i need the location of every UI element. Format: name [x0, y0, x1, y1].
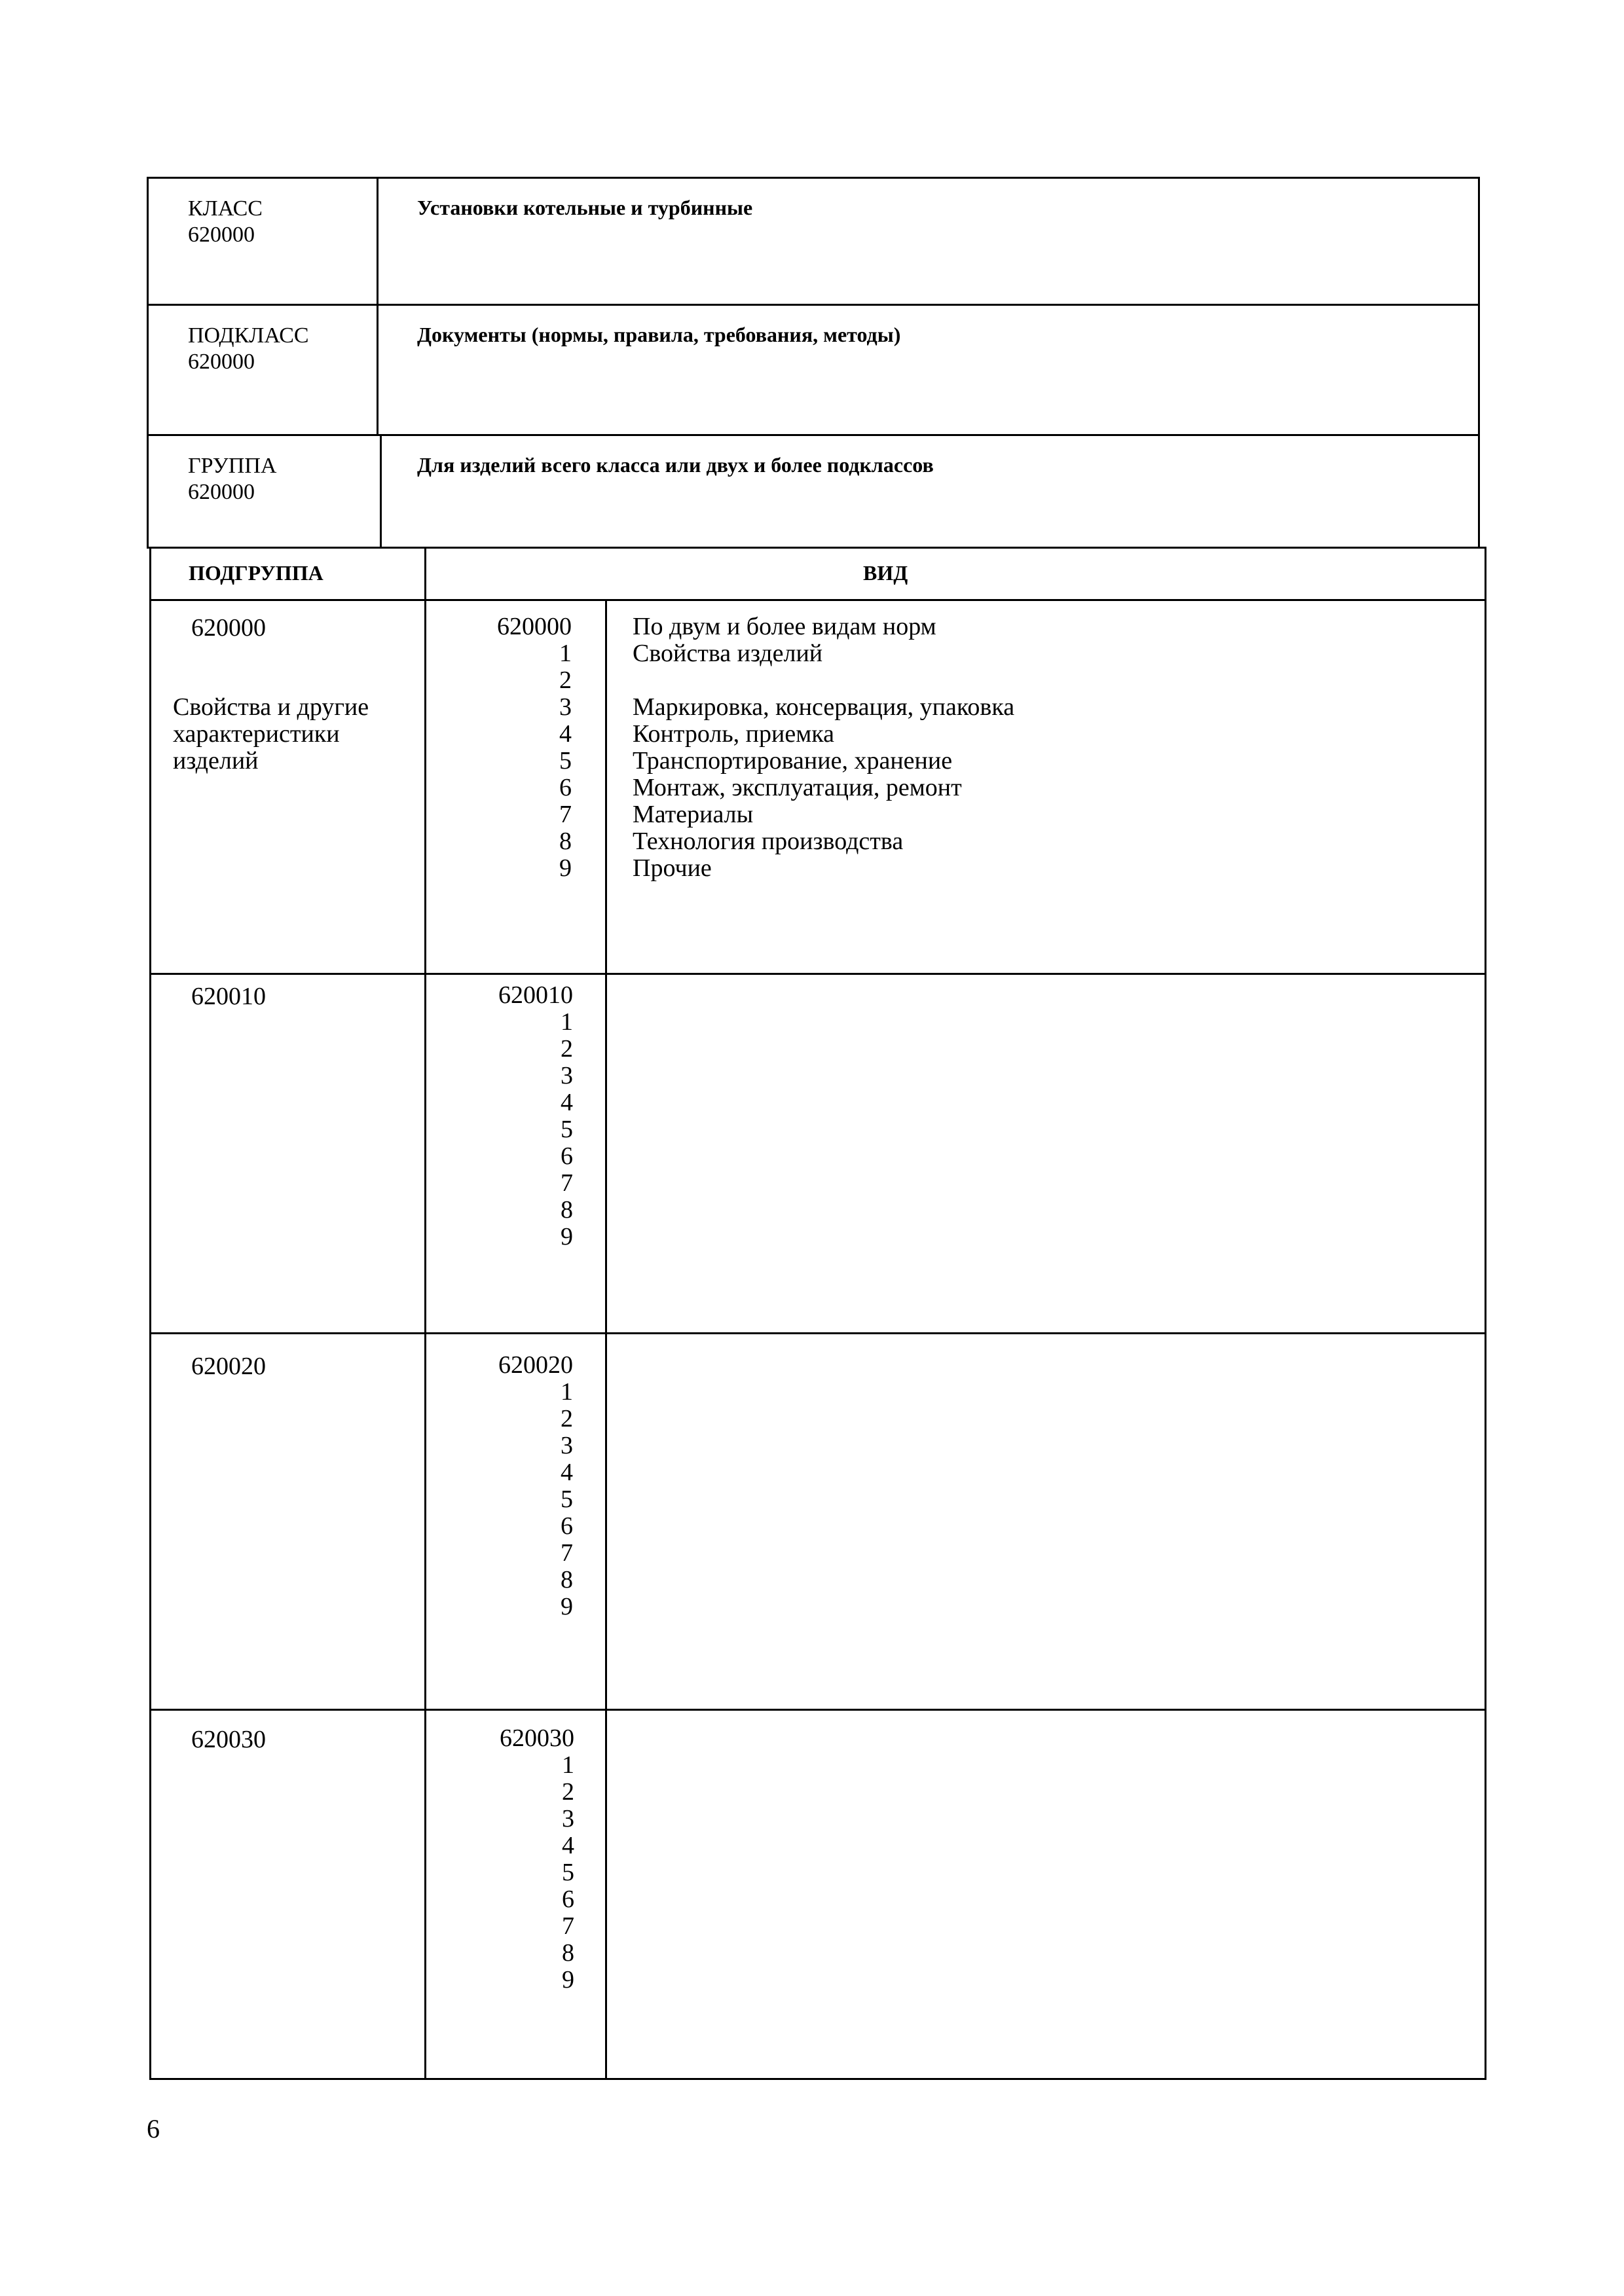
page-number: 6	[147, 2114, 160, 2143]
kind-column-divider	[605, 599, 607, 2080]
table-header-divider	[149, 599, 1486, 601]
subgroup-description: Свойства и другие характеристики изделий	[173, 693, 369, 774]
kind-codes: 620010 1 2 3 4 5 6 7 8 9	[498, 981, 573, 1250]
table-border-top	[149, 547, 1486, 549]
subclass-row	[147, 304, 1480, 436]
table-border-bottom	[149, 2078, 1486, 2080]
kind-codes: 620030 1 2 3 4 5 6 7 8 9	[500, 1724, 574, 1994]
subclass-code: 620000	[188, 350, 255, 374]
subclass-label-cell	[149, 306, 378, 434]
subgroup-code: 620000	[191, 614, 266, 642]
group-label-cell	[149, 436, 382, 547]
class-description: Установки котельные и турбинные	[417, 196, 753, 219]
table-border-right	[1485, 547, 1486, 2080]
kind-codes: 620020 1 2 3 4 5 6 7 8 9	[498, 1351, 573, 1620]
kind-codes: 620000 1 2 3 4 5 6 7 8 9	[497, 613, 572, 882]
group-label: ГРУППА	[188, 454, 277, 478]
class-row	[147, 177, 1480, 306]
class-label-cell	[149, 179, 378, 304]
subgroup-code: 620030	[191, 1726, 266, 1753]
kind-names: По двум и более видам норм Свойства изделий Маркировка, консервация, упаковка Контроль, приемка Транспортирование, хранение Монтаж, эксплуатация, ремонт Материалы Технология производства Прочие	[633, 613, 1015, 882]
subgroup-column-header: ПОДГРУППА	[189, 561, 323, 585]
group-description: Для изделий всего класса или двух и более подклассов	[417, 453, 934, 477]
subgroup-code: 620020	[191, 1353, 266, 1380]
row-divider-2	[149, 1332, 1486, 1334]
group-code: 620000	[188, 480, 255, 504]
kind-column-header: ВИД	[863, 561, 908, 585]
subclass-label: ПОДКЛАСС	[188, 323, 309, 348]
class-code: 620000	[188, 223, 255, 247]
subclass-description: Документы (нормы, правила, требования, методы)	[417, 323, 901, 346]
row-divider-3	[149, 1709, 1486, 1711]
subgroup-code: 620010	[191, 983, 266, 1010]
classification-table	[149, 547, 1486, 2081]
row-divider-1	[149, 973, 1486, 975]
class-label: КЛАСС	[188, 196, 263, 221]
group-row	[147, 434, 1480, 549]
subgroup-column-divider	[424, 547, 426, 2080]
table-border-left	[149, 547, 151, 2080]
